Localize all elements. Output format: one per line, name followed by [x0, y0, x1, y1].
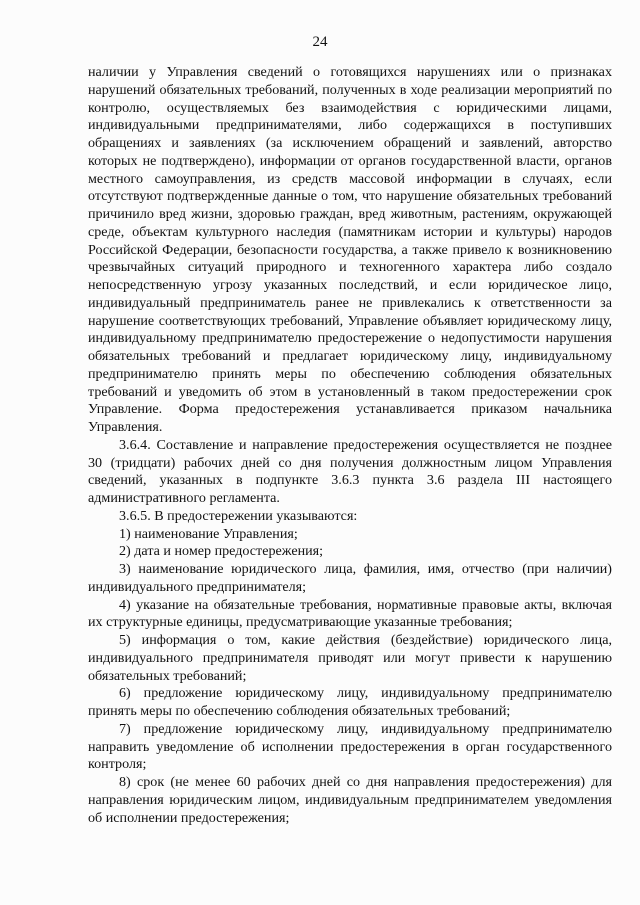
paragraph-continuation: наличии у Управления сведений о готовящихся нарушениях или о признаках нарушений обязательных требований, полученных в ходе реализации мероприятий по контролю, осуществляемых без взаимодействия с юридическими лицами, индивидуальными предпринимателями, либо содержащихся в поступивших обращениях и заявлениях (за исключением обращений и заявлений, авторство которых не подтверждено), информации от органов государственной власти, органов местного самоуправления, из средств массовой информации в случаях, если отсутствуют подтвержденные данные о том, что нарушение обязательных требований причинило вред жизни, здоровью граждан, вред животным, растениям, окружающей среде, объектам культурного наследия (памятникам истории и культуры) народов Российской Федерации, безопасности государства, а также привело к возникновению чрезвычайных ситуаций природного и техногенного характера либо создало непосредственную угрозу указанных последствий, и если юридическое лицо, индивидуальный предприниматель ранее не привлекались к ответственности за нарушение соответствующих требований, Управление объявляет юридическому лицу, индивидуальному предпринимателю предостережение о недопустимости нарушения обязательных требований и предлагает юридическому лицу, индивидуальному предпринимателю принять меры по обеспечению соблюдения обязательных требований и уведомить об этом в установленный в таком предостережении срок Управление. Форма предостережения устанавливается приказом начальника Управления. [88, 64, 612, 435]
list-item-5: 5) информация о том, какие действия (бездействие) юридического лица, индивидуального предпринимателя приводят или могут привести к нарушению обязательных требований; [88, 632, 612, 684]
list-item-4: 4) указание на обязательные требования, нормативные правовые акты, включая их структурные единицы, предусматривающие указанные требования; [88, 596, 612, 631]
document-body [88, 64, 612, 827]
list-item-1: 1) наименование Управления; [119, 525, 298, 542]
page-number: 24 [312, 34, 328, 50]
paragraph-3-6-5: 3.6.5. В предостережении указываются: [119, 507, 358, 524]
list-item-6: 6) предложение юридическому лицу, индивидуальному предпринимателю принять меры по обеспечению соблюдения обязательных требований; [88, 685, 612, 719]
list-item-3: 3) наименование юридического лица, фамилия, имя, отчество (при наличии) индивидуального предпринимателя; [88, 561, 612, 595]
list-item-2: 2) дата и номер предостережения; [119, 543, 324, 560]
list-item-8: 8) срок (не менее 60 рабочих дней со дня направления предостережения) для направления юридическим лицом, индивидуальным предпринимателем уведомления об исполнении предостережения; [88, 774, 612, 826]
paragraph-3-6-4: 3.6.4. Составление и направление предостережения осуществляется не позднее 30 (тридцати) рабочих дней со дня получения должностным лицом Управления сведений, указанных в подпункте 3.6.3 пункта 3.6 раздела III настоящего административного регламента. [88, 436, 612, 506]
list-item-7: 7) предложение юридическому лицу, индивидуальному предпринимателю направить уведомление об исполнении предостережения в орган государственного контроля; [88, 720, 612, 773]
